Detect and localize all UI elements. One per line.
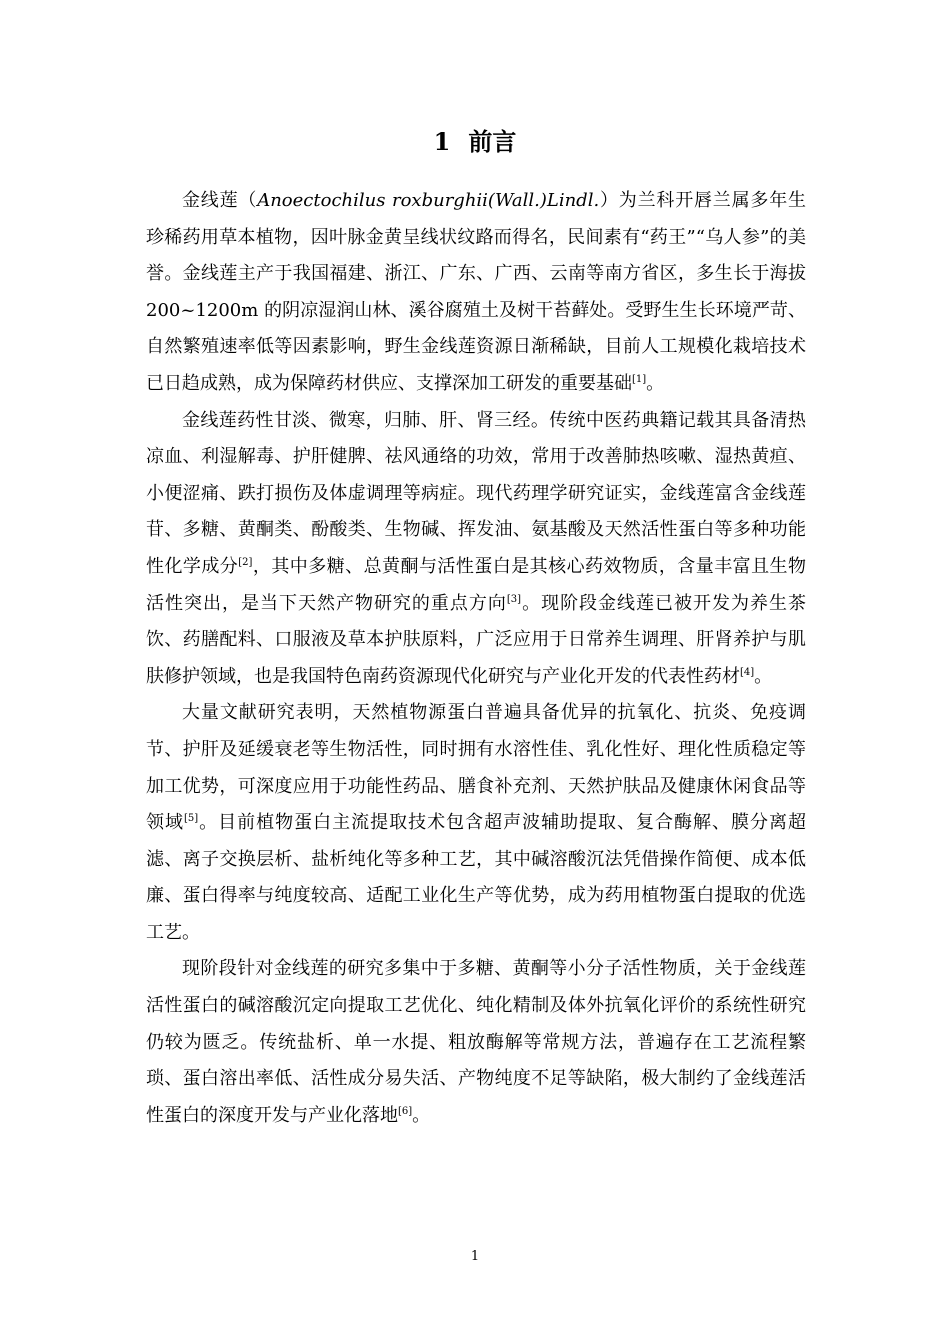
paragraph-4 [146, 951, 806, 1134]
p4-text-end: 。 [412, 1104, 431, 1126]
section-heading [0, 126, 950, 158]
section-title: 前言 [468, 127, 517, 156]
paragraph-1 [146, 183, 806, 403]
p3-text-b: 。目前植物蛋白主流提取技术包含超声波辅助提取、复合酶解、膜分离超滤、离子交换层析、盐析纯化等多种工艺，其中碱溶酸沉法凭借操作简便、成本低廉、蛋白得率与纯度较高、适配工业化生产等优势，成为药用植物蛋白提取的优选工艺。 [146, 812, 807, 943]
citation-5: [5] [184, 813, 199, 825]
citation-4: [4] [740, 666, 755, 678]
paragraph-3 [146, 695, 806, 951]
p2-text-a: 金线莲药性甘淡、微寒，归肺、肝、肾三经。传统中医药典籍记载其具备清热凉血、利湿解毒、护肝健脾、祛风通络的功效，常用于改善肺热咳嗽、湿热黄疸、小便涩痛、跌打损伤及体虚调理等病症。现代药理学研究证实，金线莲富含金线莲苷、多糖、黄酮类、酚酸类、生物碱、挥发油、氨基酸及天然活性蛋白等多种功能性化学成分 [146, 409, 806, 577]
species-name: Anoectochilus roxburghii(Wall.)Lindl. [257, 190, 600, 211]
p4-text-a: 现阶段针对金线莲的研究多集中于多糖、黄酮等小分子活性物质，关于金线莲活性蛋白的碱溶酸沉定向提取工艺优化、纯化精制及体外抗氧化评价的系统性研究仍较为匮乏。传统盐析、单一水提、粗放酶解等常规方法，普遍存在工艺流程繁琐、蛋白溶出率低、活性成分易失活、产物纯度不足等缺陷，极大制约了金线莲活性蛋白的深度开发与产业化落地 [146, 958, 806, 1126]
paragraph-2 [146, 403, 806, 696]
p2-text-c: 。现阶段金线莲已被开发为养生茶饮、药膳配料、口服液及草本护肤原料，广泛应用于日常养生调理、肝肾养护与肌肤修护领域，也是我国特色南药资源现代化研究与产业化开发的代表性药材 [146, 592, 807, 687]
body-text [146, 183, 806, 1134]
page-number: 1 [470, 1249, 480, 1264]
section-number: 1 [433, 127, 451, 156]
p1-text-b: ）为兰科开唇兰属多年生珍稀药用草本植物，因叶脉金黄呈线状纹路而得名，民间素有“药王”“乌人参”的美誉。金线莲主产于我国福建、浙江、广东、广西、云南等南方省区，多生长于海拔 200~1200m 的阴凉湿润山林、溪谷腐殖土及树干苔藓处。受野生生长环境严苛、自然繁殖速率低等因素影响，野生金线莲资源日渐稀缺，目前人工规模化栽培技术已日趋成熟，成为保障药材供应、支撑深加工研发的重要基础 [146, 190, 807, 394]
p3-text-a: 大量文献研究表明，天然植物源蛋白普遍具备优异的抗氧化、抗炎、免疫调节、护肝及延缓衰老等生物活性，同时拥有水溶性佳、乳化性好、理化性质稳定等加工优势，可深度应用于功能性药品、膳食补充剂、天然护肤品及健康休闲食品等领域 [146, 702, 806, 834]
p1-text-a: 金线莲（ [182, 190, 258, 211]
citation-1: [1] [632, 373, 647, 385]
citation-6: [6] [398, 1105, 413, 1117]
p2-text-b: ，其中多糖、总黄酮与活性蛋白是其核心药效物质，含量丰富且生物活性突出，是当下天然产物研究的重点方向 [146, 555, 807, 614]
p2-text-end: 。 [754, 665, 773, 687]
citation-3: [3] [506, 593, 522, 605]
p1-text-end: 。 [646, 372, 665, 394]
citation-2: [2] [238, 556, 253, 568]
